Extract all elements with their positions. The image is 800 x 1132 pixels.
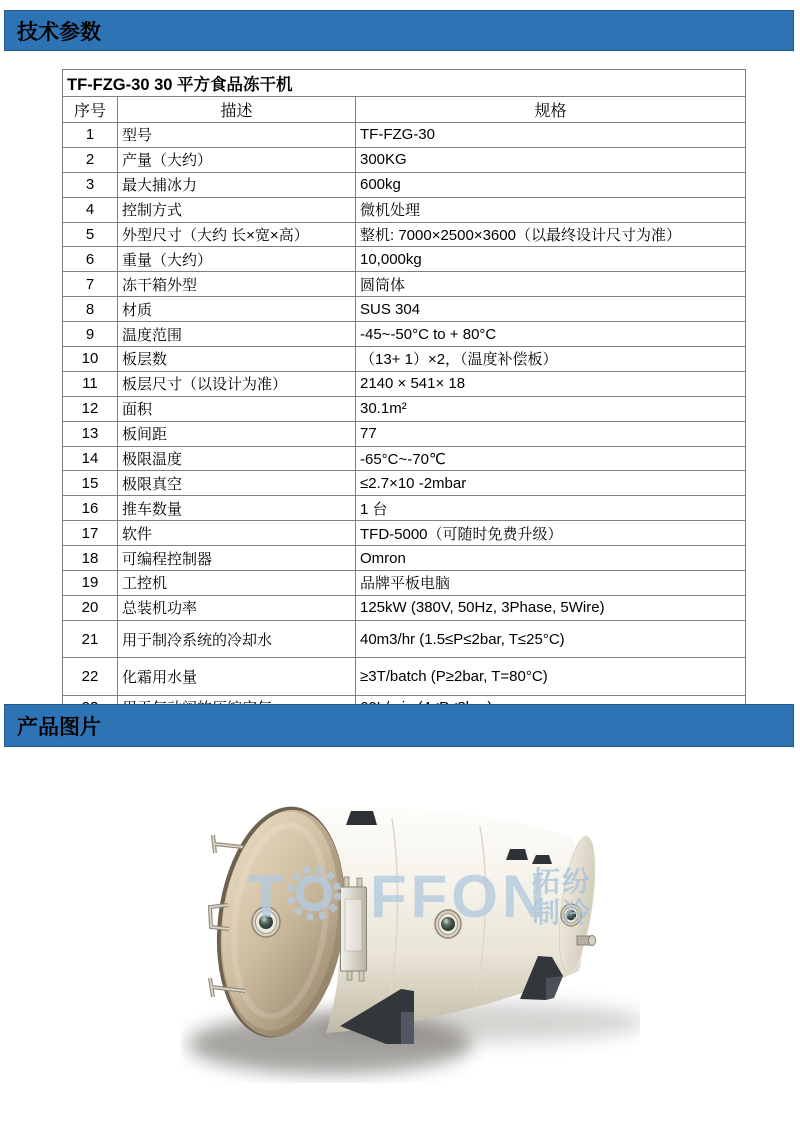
row-spec-cell: 1 台 bbox=[356, 496, 746, 521]
row-number-cell: 1 bbox=[63, 123, 118, 148]
row-spec-cell: SUS 304 bbox=[356, 297, 746, 322]
row-spec-cell: 77 bbox=[356, 421, 746, 446]
row-number-cell: 13 bbox=[63, 421, 118, 446]
column-header-description: 描述 bbox=[118, 97, 356, 123]
spec-table-title-row bbox=[63, 70, 746, 97]
spec-table-header-row bbox=[63, 97, 746, 123]
row-number-cell: 17 bbox=[63, 521, 118, 546]
row-description-cell: 重量（大约） bbox=[118, 247, 356, 272]
row-number-cell: 5 bbox=[63, 222, 118, 247]
section-header-tech-params-label: 技术参数 bbox=[17, 20, 101, 44]
row-spec-cell: 2140 × 541× 18 bbox=[356, 371, 746, 396]
section-header-tech-params bbox=[4, 10, 794, 51]
row-description-cell: 推车数量 bbox=[118, 496, 356, 521]
table-row bbox=[63, 396, 746, 421]
row-spec-cell: 整机: 7000×2500×3600（以最终设计尺寸为准） bbox=[356, 222, 746, 247]
row-number-cell: 7 bbox=[63, 272, 118, 297]
table-row bbox=[63, 620, 746, 658]
watermark-letter-t: T bbox=[248, 863, 285, 930]
product-image bbox=[180, 778, 640, 1083]
row-number-cell: 3 bbox=[63, 172, 118, 197]
row-description-cell: 软件 bbox=[118, 521, 356, 546]
row-description-cell: 工控机 bbox=[118, 571, 356, 596]
row-number-cell: 22 bbox=[63, 658, 118, 696]
row-spec-cell: 300KG bbox=[356, 147, 746, 172]
row-spec-cell: ≥3T/batch (P≥2bar, T=80°C) bbox=[356, 658, 746, 696]
row-number-cell: 4 bbox=[63, 197, 118, 222]
table-row bbox=[63, 347, 746, 372]
table-row bbox=[63, 247, 746, 272]
row-description-cell: 冻干箱外型 bbox=[118, 272, 356, 297]
row-spec-cell: 600kg bbox=[356, 172, 746, 197]
row-description-cell: 最大捕冰力 bbox=[118, 172, 356, 197]
row-description-cell: 极限真空 bbox=[118, 471, 356, 496]
watermark-cn-line1: 拓纷 bbox=[532, 866, 593, 897]
row-number-cell: 11 bbox=[63, 371, 118, 396]
row-number-cell: 9 bbox=[63, 322, 118, 347]
table-row bbox=[63, 571, 746, 596]
row-spec-cell: 40m3/hr (1.5≤P≤2bar, T≤25°C) bbox=[356, 620, 746, 658]
row-number-cell: 18 bbox=[63, 546, 118, 571]
row-description-cell: 可编程控制器 bbox=[118, 546, 356, 571]
row-spec-cell: ≤2.7×10 -2mbar bbox=[356, 471, 746, 496]
spec-table-title: TF-FZG-30 30 平方食品冻干机 bbox=[63, 70, 746, 97]
table-row bbox=[63, 123, 746, 148]
table-row bbox=[63, 322, 746, 347]
row-description-cell: 板间距 bbox=[118, 421, 356, 446]
row-description-cell: 控制方式 bbox=[118, 197, 356, 222]
row-description-cell: 板层尺寸（以设计为准） bbox=[118, 371, 356, 396]
row-spec-cell: 10,000kg bbox=[356, 247, 746, 272]
watermark-brand-rest: FFON bbox=[370, 863, 550, 930]
table-row bbox=[63, 222, 746, 247]
table-row bbox=[63, 172, 746, 197]
row-spec-cell: TFD-5000（可随时免费升级） bbox=[356, 521, 746, 546]
table-row bbox=[63, 496, 746, 521]
row-description-cell: 外型尺寸（大约 长×宽×高） bbox=[118, 222, 356, 247]
row-description-cell: 极限温度 bbox=[118, 446, 356, 471]
section-header-product-images-label: 产品图片 bbox=[17, 715, 101, 739]
row-spec-cell: 30.1m² bbox=[356, 396, 746, 421]
row-number-cell: 19 bbox=[63, 571, 118, 596]
row-spec-cell: TF-FZG-30 bbox=[356, 123, 746, 148]
table-row bbox=[63, 197, 746, 222]
row-spec-cell: 品牌平板电脑 bbox=[356, 571, 746, 596]
row-number-cell: 16 bbox=[63, 496, 118, 521]
row-spec-cell: -45~-50°C to + 80°C bbox=[356, 322, 746, 347]
drain-stub bbox=[577, 936, 596, 946]
row-number-cell: 6 bbox=[63, 247, 118, 272]
table-row bbox=[63, 272, 746, 297]
row-spec-cell: -65°C~-70℃ bbox=[356, 446, 746, 471]
table-row bbox=[63, 546, 746, 571]
row-description-cell: 用于制冷系统的冷却水 bbox=[118, 620, 356, 658]
spec-table-body bbox=[63, 123, 746, 721]
door-lock-panel bbox=[341, 877, 367, 981]
row-spec-cell: 圆筒体 bbox=[356, 272, 746, 297]
table-row bbox=[63, 371, 746, 396]
row-number-cell: 14 bbox=[63, 446, 118, 471]
row-description-cell: 面积 bbox=[118, 396, 356, 421]
table-row bbox=[63, 421, 746, 446]
table-row bbox=[63, 658, 746, 696]
row-number-cell: 12 bbox=[63, 396, 118, 421]
row-spec-cell: 微机处理 bbox=[356, 197, 746, 222]
table-row bbox=[63, 297, 746, 322]
row-description-cell: 总装机功率 bbox=[118, 595, 356, 620]
column-header-spec: 规格 bbox=[356, 97, 746, 123]
row-description-cell: 材质 bbox=[118, 297, 356, 322]
spec-table bbox=[62, 69, 746, 721]
row-number-cell: 2 bbox=[63, 147, 118, 172]
table-row bbox=[63, 471, 746, 496]
row-number-cell: 15 bbox=[63, 471, 118, 496]
row-description-cell: 温度范围 bbox=[118, 322, 356, 347]
table-row bbox=[63, 595, 746, 620]
table-row bbox=[63, 147, 746, 172]
row-description-cell: 化霜用水量 bbox=[118, 658, 356, 696]
row-number-cell: 21 bbox=[63, 620, 118, 658]
row-number-cell: 8 bbox=[63, 297, 118, 322]
column-header-index: 序号 bbox=[63, 97, 118, 123]
row-spec-cell: 125kW (380V, 50Hz, 3Phase, 5Wire) bbox=[356, 595, 746, 620]
row-spec-cell: Omron bbox=[356, 546, 746, 571]
table-row bbox=[63, 446, 746, 471]
row-number-cell: 10 bbox=[63, 347, 118, 372]
row-description-cell: 产量（大约） bbox=[118, 147, 356, 172]
row-description-cell: 板层数 bbox=[118, 347, 356, 372]
section-header-product-images bbox=[4, 704, 794, 747]
table-row bbox=[63, 521, 746, 546]
row-description-cell: 型号 bbox=[118, 123, 356, 148]
row-spec-cell: （13+ 1）×2，（温度补偿板） bbox=[356, 347, 746, 372]
watermark-cn-line2: 制冷 bbox=[532, 897, 593, 928]
row-number-cell: 20 bbox=[63, 595, 118, 620]
